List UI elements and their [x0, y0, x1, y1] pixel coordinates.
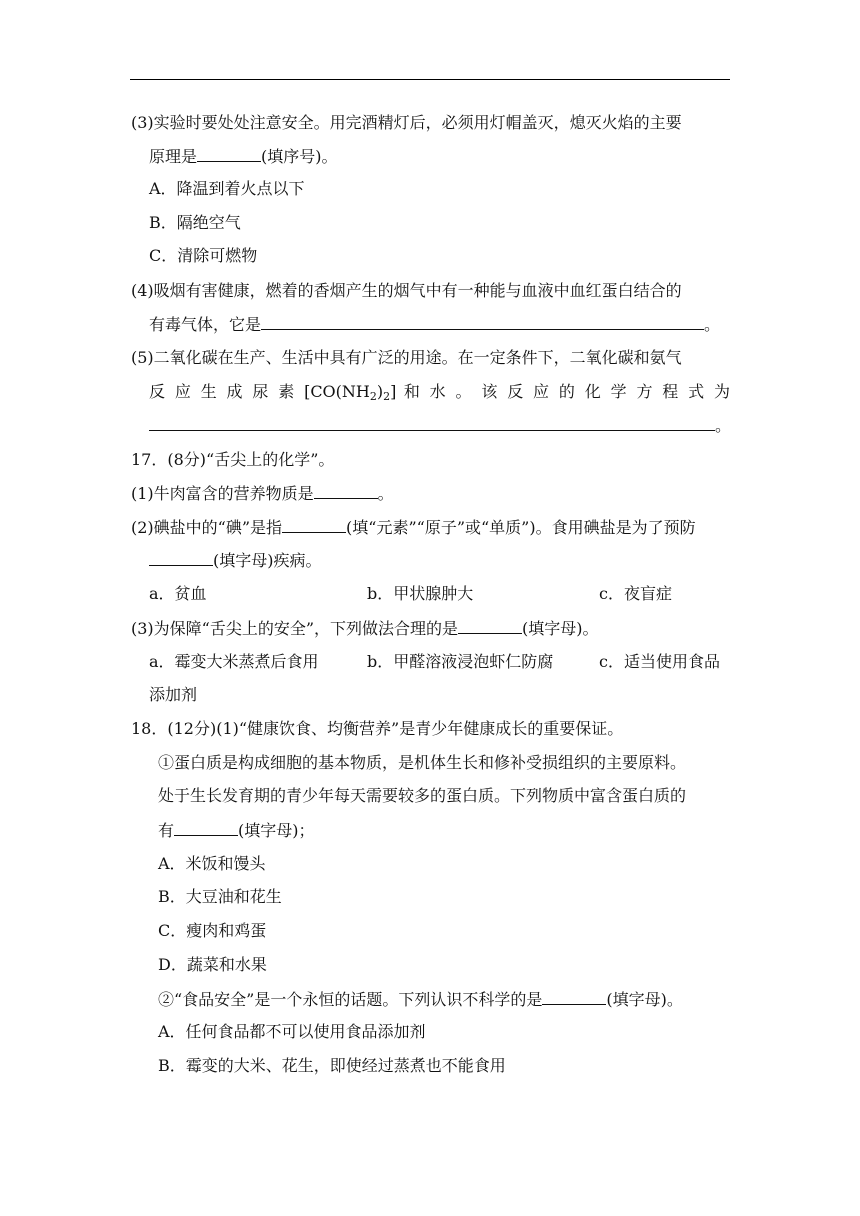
- q16-part3-line2: 原理是 (填序号)。: [149, 147, 338, 166]
- header-rule: [130, 79, 730, 80]
- answer-blank[interactable]: [174, 819, 238, 836]
- answer-blank[interactable]: [542, 988, 606, 1005]
- q17-part3-option-c-continued: 添加剂: [149, 685, 198, 704]
- q17-part3-option-a: a．霉变大米蒸煮后食用: [149, 652, 319, 671]
- q17-part3-option-b: b．甲醛溶液浸泡虾仁防腐: [367, 652, 554, 671]
- answer-blank[interactable]: [282, 516, 346, 533]
- q17-part2-option-b: b．甲状腺肿大: [367, 584, 474, 603]
- q18-sub1-option-d: D．蔬菜和水果: [158, 955, 267, 974]
- q18-heading: 18．(12分)(1)“健康饮食、均衡营养”是青少年健康成长的重要保证。: [131, 719, 624, 738]
- q18-sub1-line1: ①蛋白质是构成细胞的基本物质，是机体生长和修补受损组织的主要原料。: [158, 753, 687, 772]
- q18-sub1-option-b: B．大豆油和花生: [158, 887, 282, 906]
- q17-part2-line1: (2)碘盐中的“碘”是指 (填“元素”“原子”或“单质”)。食用碘盐是为了预防: [131, 518, 696, 537]
- q16-part4-line1: (4)吸烟有害健康，燃着的香烟产生的烟气中有一种能与血液中血红蛋白结合的: [131, 281, 682, 300]
- answer-blank[interactable]: [149, 414, 715, 431]
- q16-part5-line3: 。: [149, 414, 731, 437]
- q17-part2-line2: (填字母)疾病。: [149, 549, 322, 572]
- q18-sub2-option-a: A．任何食品都不可以使用食品添加剂: [158, 1022, 426, 1041]
- q18-sub1-line3: 有 (填字母)；: [158, 821, 315, 840]
- q16-part5-line2: 反 应 生 成 尿 素 $[CO(NH_2)_2]$ 和 水 。 该 反 应 的 化 学 方 程 式 为: [149, 382, 730, 403]
- q16-part4-line2: 有毒气体，它是 。: [149, 315, 721, 334]
- q17-part1: (1)牛肉富含的营养物质是 。: [131, 484, 394, 503]
- answer-blank[interactable]: [261, 313, 704, 330]
- answer-blank[interactable]: [458, 617, 522, 634]
- answer-blank[interactable]: [314, 482, 378, 499]
- answer-blank[interactable]: [197, 145, 261, 162]
- q18-sub2-line1: ②“食品安全”是一个永恒的话题。下列认识不科学的是 (填字母)。: [158, 990, 683, 1009]
- q17-part3-option-c: c．适当使用食品: [599, 652, 720, 671]
- q16-part3-option-a: A．降温到着火点以下: [149, 179, 305, 198]
- q16-part3-line1: (3)实验时要处处注意安全。用完酒精灯后，必须用灯帽盖灭，熄灭火焰的主要: [131, 113, 682, 132]
- q18-sub2-option-b: B．霉变的大米、花生，即使经过蒸煮也不能食用: [158, 1056, 506, 1075]
- q16-part5-line1: (5)二氧化碳在生产、生活中具有广泛的用途。在一定条件下，二氧化碳和氨气: [131, 348, 682, 367]
- q16-part3-option-b: B．隔绝空气: [149, 213, 241, 232]
- q17-heading: 17．(8分)“舌尖上的化学”。: [131, 450, 335, 469]
- q18-sub1-option-c: C．瘦肉和鸡蛋: [158, 921, 267, 940]
- q17-part2-option-c: c．夜盲症: [599, 584, 672, 603]
- q18-sub1-option-a: A．米饭和馒头: [158, 854, 266, 873]
- q16-part3-option-c: C．清除可燃物: [149, 246, 258, 265]
- q17-part3: (3)为保障“舌尖上的安全”，下列做法合理的是 (填字母)。: [131, 619, 599, 638]
- answer-blank[interactable]: [149, 549, 213, 566]
- q18-sub1-line2: 处于生长发育期的青少年每天需要较多的蛋白质。下列物质中富含蛋白质的: [158, 786, 687, 805]
- q17-part2-option-a: a．贫血: [149, 584, 207, 603]
